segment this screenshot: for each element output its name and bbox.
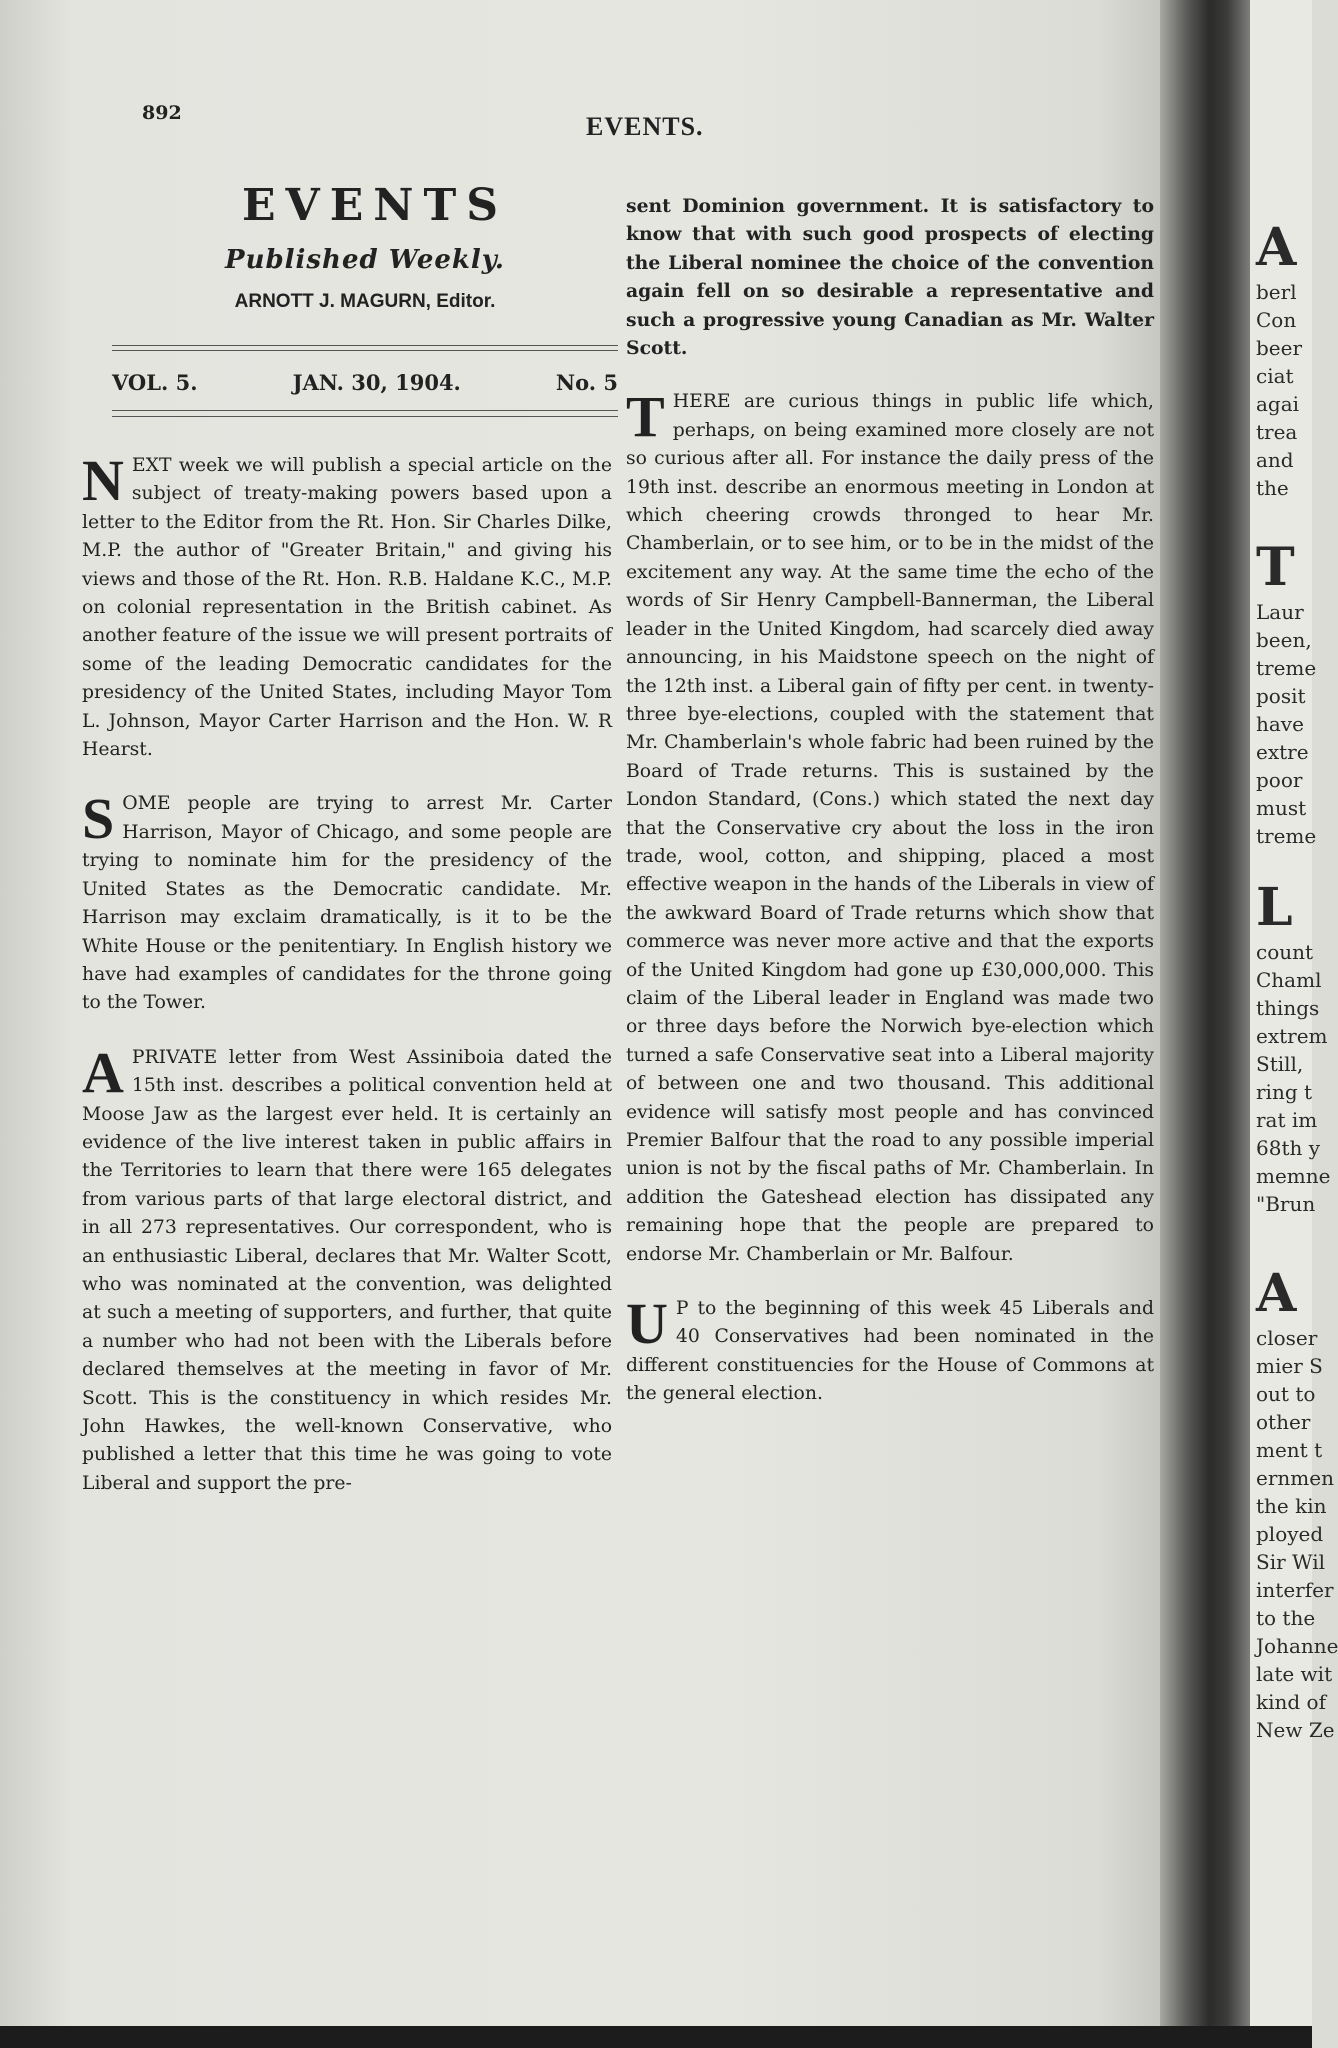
next-page-fragment: extrem [1256, 1024, 1328, 1048]
next-page-fragment: kind of [1256, 1690, 1326, 1714]
next-page-fragment: beer [1256, 336, 1303, 360]
next-page-fragment: A [1256, 217, 1297, 278]
next-page-fragment: Johanne [1256, 1634, 1338, 1658]
next-page-fragment: to the [1256, 1606, 1316, 1630]
next-page-fragment: closer [1256, 1326, 1318, 1350]
lead-word: OME [122, 793, 171, 815]
running-head: EVENTS. [586, 112, 704, 141]
issue-date: JAN. 30, 1904. [292, 370, 461, 395]
article-paragraph [82, 448, 612, 764]
drop-cap: U [626, 1291, 668, 1357]
next-page-fragment: ployed [1256, 1522, 1324, 1546]
drop-cap: S [82, 786, 115, 852]
next-page-fragment: ring t [1256, 1080, 1313, 1104]
next-page-fragment: treme [1256, 656, 1317, 680]
masthead-subtitle: Published Weekly. [225, 245, 505, 275]
drop-cap: T [626, 384, 665, 450]
scan-bottom-edge [0, 2026, 1312, 2048]
lead-word: P [675, 1298, 689, 1320]
article-paragraph-continued: sent Dominion government. It is satisfactory to know that with such good prospects of electing the Liberal nominee the choice of the convention again fell on so desirable a representative and such a progressive young Canadian as Mr. Walter Scott. [626, 195, 1154, 360]
next-page-fragment: ment t [1256, 1438, 1323, 1462]
next-page-fragment: been, [1256, 628, 1312, 652]
next-page-fragment: and [1256, 448, 1294, 472]
issue-line [112, 370, 618, 395]
paragraph-text: letter from West Assiniboia dated the 15th inst. describes a political convention held at Moose Jaw as the largest ever held. It is certainly an evidence of the live interest taken in public affairs in the Territories to learn that there were 165 delegates from various parts of that large electoral district, and in all 273 representatives. Our correspondent, who is an enthusiastic Liberal, declares that Mr. Walter Scott, who was nominated at the convention, was delighted at such a meeting of supporters, and further, that quite a number who had not been with the Liberals before declared themselves at the meeting in favor of Mr. Scott. This is the constituency in which resides Mr. John Hawkes, the well-known Conservative, who published a letter that this time he was going to vote Liberal and support the pre- [82, 1046, 612, 1494]
paragraph-text: to the beginning of this week 45 Liberals and 40 Conservatives had been nominated in the different constituencies for the House of Commons at the general election. [626, 1298, 1154, 1405]
next-page-fragment: have [1256, 712, 1304, 736]
article-paragraph [82, 1039, 612, 1499]
next-page-fragment: rat im [1256, 1108, 1318, 1132]
article-paragraph [626, 1291, 1154, 1409]
lead-word: EXT [131, 455, 172, 476]
next-page-fragment: count [1256, 940, 1314, 964]
next-page-fragment: 68th y [1256, 1136, 1321, 1160]
next-page-fragment: T [1256, 537, 1295, 598]
issue-number: No. 5 [555, 370, 618, 395]
next-page-fragment: "Brun [1256, 1192, 1316, 1216]
next-page-fragment: things [1256, 996, 1320, 1020]
next-page-fragment: other [1256, 1410, 1311, 1434]
next-page-fragment: agai [1256, 392, 1300, 416]
next-page-fragment: must [1256, 796, 1307, 820]
volume: VOL. 5. [112, 370, 198, 395]
masthead-title: EVENTS [242, 180, 508, 231]
next-page-fragment: Still, [1256, 1052, 1304, 1076]
rule-top-2 [112, 350, 618, 351]
next-page-fragment: extre [1256, 740, 1309, 764]
next-page-fragment: trea [1256, 420, 1298, 444]
next-page-fragment: New Ze [1256, 1718, 1335, 1742]
lead-word: HERE [672, 391, 731, 413]
next-page-fragment: L [1256, 877, 1293, 938]
paragraph-text: people are trying to arrest Mr. Carter Harrison, Mayor of Chicago, and some people are trying to nominate him for the presidency of the United States as the Democratic candidate. Mr. Harrison may exclaim dramatically, is it to be the White House or the penitentiary. In English history we have had examples of candidates for the throne going to the Tower. [82, 793, 612, 1014]
next-page-fragment: out to [1256, 1382, 1316, 1406]
rule-bottom [112, 410, 618, 411]
next-page-fragment: interfer [1256, 1578, 1334, 1602]
next-page-fragment: A [1256, 1263, 1297, 1324]
next-page-fragment: Chaml [1256, 968, 1322, 992]
lead-word: PRIVATE [131, 1046, 218, 1068]
rule-top [112, 345, 618, 346]
book-gutter [1160, 0, 1250, 2048]
masthead-editor: ARNOTT J. MAGURN, Editor. [234, 291, 496, 312]
paragraph-text: are curious things in public life which, perhaps, on being examined more closely are not so curious after all. For instance the daily press of the 19th inst. describe an enormous meeting in London at which cheering crowds thronged to hear Mr. Chamberlain, or to see him, or to be in the midst of the excitement any way. At the same time the echo of the words of Sir Henry Campbell-Bannerman, the Liberal leader in the United Kingdom, had scarcely died away announcing, in his Maidstone speech on the night of the 12th inst. a Liberal gain of fifty per cent. in twenty-three bye-elections, coupled with the statement that Mr. Chamberlain's whole fabric had been ruined by the Board of Trade returns. This is sustained by the London Standard, (Cons.) which stated the next day that the Conservative cry about the loss in the iron trade, wool, cotton, and shipping, placed a most effective weapon in the hands of the Liberals in view of the awkward Board of Trade returns which show that commerce was never more active and that the exports of the United Kingdom had gone up £30,000,000. This claim of the Liberal leader in England was made two or three days before the Norwich bye-election which turned a safe Conservative seat into a Liberal majority of between one and two thousand. This additional evidence will satisfy most people and has convinced Premier Balfour that the road to any possible imperial union is not by the fiscal paths of Mr. Chamberlain. In addition the Gateshead election has dissipated any remaining hope that the people are prepared to endorse Mr. Chamberlain or Mr. Balfour. [626, 391, 1154, 1265]
next-page-fragment: memne [1256, 1164, 1331, 1188]
left-column [82, 448, 612, 1498]
article-paragraph [626, 384, 1154, 1269]
paragraph-text: week we will publish a special article on the subject of treaty-making powers based upon a letter to the Editor from the Rt. Hon. Sir Charles Dilke, M.P. the author of "Greater Britain," and giving his views and those of the Rt. Hon. R.B. Haldane K.C., M.P. on colonial representation in the British cabinet. As another feature of the issue we will present portraits of some of the leading Democratic candidates for the presidency of the United States, including Mayor Tom L. Johnson, Mayor Carter Harrison and the Hon. W. R Hearst. [82, 455, 612, 761]
drop-cap: A [82, 1039, 124, 1105]
rule-bottom-2 [112, 416, 618, 417]
next-page-fragment: late wit [1256, 1662, 1333, 1686]
next-page-fragment: the [1256, 476, 1289, 500]
next-page-fragment: mier S [1256, 1354, 1323, 1378]
next-page-fragment: Sir Wil [1256, 1550, 1326, 1574]
masthead [110, 180, 620, 313]
next-page-fragment: treme [1256, 824, 1317, 848]
next-page-fragment: the kin [1256, 1494, 1327, 1518]
next-page-fragment: berl [1256, 280, 1297, 304]
next-page-fragment: poor [1256, 768, 1303, 792]
next-page-fragment: Laur [1256, 600, 1304, 624]
next-page-fragment: ernmen [1256, 1466, 1334, 1490]
next-page-fragment: Con [1256, 308, 1297, 332]
article-paragraph [82, 786, 612, 1017]
drop-cap: N [82, 448, 124, 513]
adjacent-page-edge [1250, 0, 1338, 2048]
page-number: 892 [142, 102, 182, 124]
right-column [626, 192, 1154, 1409]
next-page-fragment: posit [1256, 684, 1306, 708]
next-page-fragment: ciat [1256, 364, 1294, 388]
